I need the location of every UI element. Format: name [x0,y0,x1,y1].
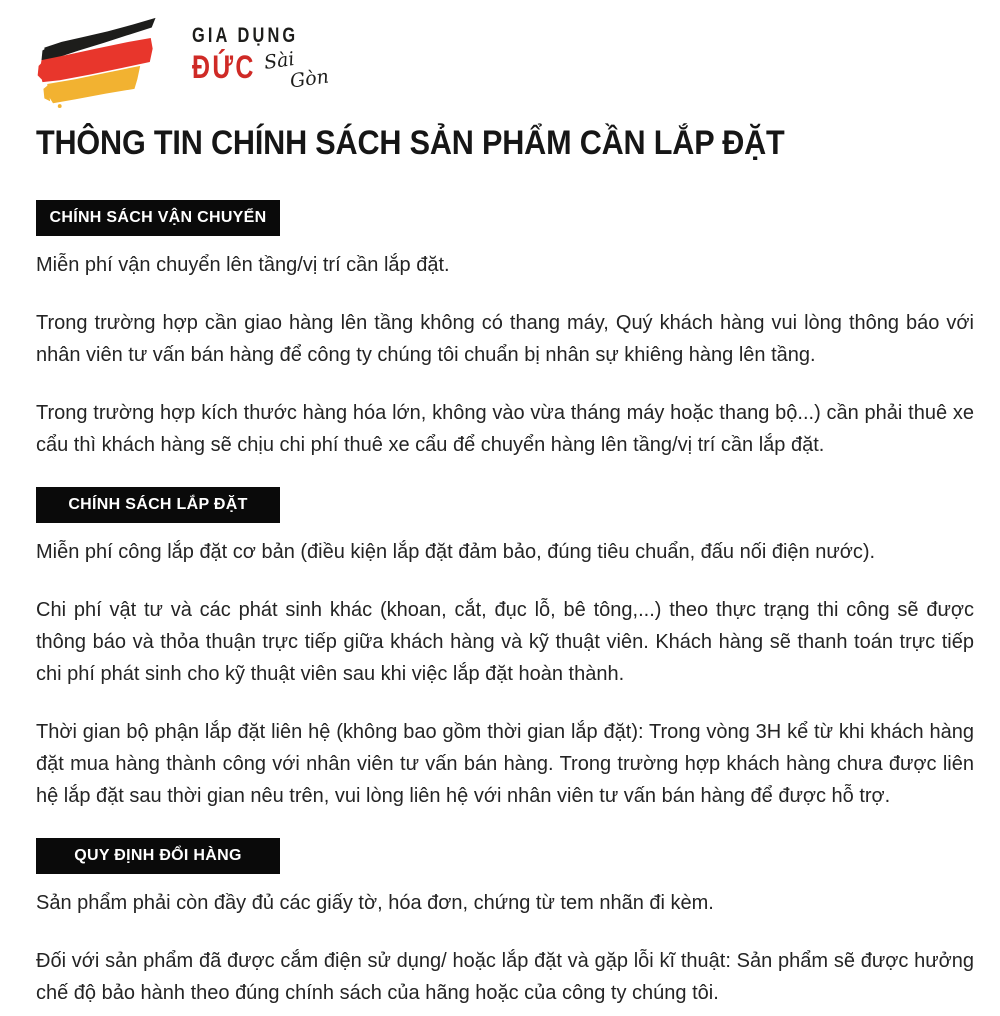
policy-page [0,16,1000,1009]
section-exchange-rules [36,838,974,1009]
paragraph: Chi phí vật tư và các phát sinh khác (khoan, cắt, đục lỗ, bê tông,...) theo thực trạng thi công sẽ được thông báo và thỏa thuận trực tiếp giữa khách hàng và kỹ thuật viên. Khách hàng sẽ thanh toán trực tiếp chi phí phát sinh cho kỹ thuật viên sau khi việc lắp đặt hoàn thành. [36,599,974,685]
paragraph: Miễn phí công lắp đặt cơ bản (điều kiện lắp đặt đảm bảo, đúng tiêu chuẩn, đấu nối điện nước). [36,541,876,563]
section-installation-policy [36,487,974,812]
paragraph: Sản phẩm phải còn đầy đủ các giấy tờ, hóa đơn, chứng từ tem nhãn đi kèm. [36,892,714,914]
paragraph: Trong trường hợp cần giao hàng lên tầng không có thang máy, Quý khách hàng vui lòng thông báo với nhân viên tư vấn bán hàng để công ty chúng tôi chuẩn bị nhân sự khiêng hàng lên tầng. [36,312,974,366]
brand-name-giadung: GIA DỤNG [192,24,299,47]
paragraph: Miễn phí vận chuyển lên tầng/vị trí cần lắp đặt. [36,254,450,276]
brand-logo [36,16,974,108]
paragraph: Thời gian bộ phận lắp đặt liên hệ (không bao gồm thời gian lắp đặt): Trong vòng 3H kể từ khi khách hàng đặt mua hàng thành công với nhân viên tư vấn bán hàng. Trong trường hợp khách hàng chưa được liên hệ lắp đặt sau thời gian nêu trên, vui lòng liên hệ với nhân viên tư vấn bán hàng để được hỗ trợ. [36,721,974,807]
paragraph: Đối với sản phẩm đã được cắm điện sử dụng/ hoặc lắp đặt và gặp lỗi kĩ thuật: Sản phẩm sẽ được hưởng chế độ bảo hành theo đúng chính sách của hãng hoặc của công ty chúng tôi. [36,950,974,1004]
german-flag-brush-icon [36,16,162,108]
page-title: THÔNG TIN CHÍNH SÁCH SẢN PHẨM CẦN LẮP ĐẶT [36,124,785,162]
section-label-shipping: CHÍNH SÁCH VẬN CHUYỂN [36,200,280,236]
section-label-exchange: QUY ĐỊNH ĐỔI HÀNG [36,838,280,874]
brand-script-gon: Gòn [288,65,331,93]
brand-wordmark [192,24,412,104]
paragraph: Trong trường hợp kích thước hàng hóa lớn, không vào vừa tháng máy hoặc thang bộ...) cần phải thuê xe cẩu thì khách hàng sẽ chịu chi phí thuê xe cẩu để chuyển hàng lên tầng/vị trí cần lắp đặt. [36,402,974,456]
section-label-installation: CHÍNH SÁCH LẮP ĐẶT [36,487,280,523]
brand-name-duc: ĐỨC [192,49,256,85]
brand-script-sai: Sài [262,47,296,75]
section-shipping-policy [36,200,974,461]
